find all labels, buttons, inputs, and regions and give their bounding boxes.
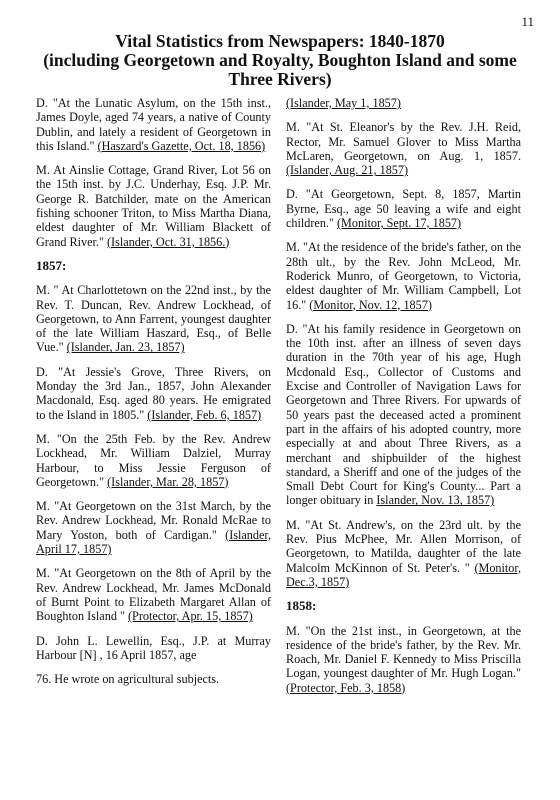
entry xyxy=(36,672,271,686)
entry-text: D. "At Jessie's Grove, Three Rivers, on Monday the 3rd Jan., 1857, John Alexander Macdonald, Esq. aged 80 years. He emigrated to the Island in 1805." xyxy=(36,364,271,422)
entry-citation: (Haszard's Gazette, Oct. 18, 1856) xyxy=(97,138,266,153)
entry xyxy=(36,283,271,354)
entry-text: M. "On the 21st inst., in Georgetown, at the residence of the bride's father, by the Rev. Mr. Roach, Mr. Daniel F. Kennedy to Miss Priscilla Logan, youngest daughter of Mr. Hugh Logan." xyxy=(286,623,521,681)
entry-text: M. "At St. Eleanor's by the Rev. J.H. Reid, Rector, Mr. Samuel Glover to Miss Martha McLaren, Georgetown, on Aug. 1, 1857. xyxy=(286,120,521,163)
entry-citation: (Islander, Aug. 21, 1857) xyxy=(286,163,409,178)
title-line-1: Vital Statistics from Newspapers: 1840-1870 xyxy=(115,31,445,51)
entry xyxy=(286,96,521,110)
entry-citation: (Monitor, Nov. 12, 1857) xyxy=(309,297,432,312)
entry-citation: (Monitor, Sept. 17, 1857) xyxy=(337,216,462,231)
right-column xyxy=(286,96,521,705)
entry-text: M. "At St. Andrew's, on the 23rd ult. by the Rev. Pius McPhee, Mr. Allen Morrison, of Georgetown, to Matilda, daughter of the late Malcolm McKinnon of St. Peter's. " xyxy=(286,517,521,575)
entry xyxy=(36,163,271,249)
title-line-3: Three Rivers) xyxy=(228,69,332,89)
entry-text: D. "At the Lunatic Asylum, on the 15th inst., James Doyle, aged 74 years, a native of County Dublin, and lately a resident of Georgetown in this Island." xyxy=(36,96,271,153)
entry xyxy=(286,120,521,177)
title-line-2: (including Georgetown and Royalty, Boughton Island and some xyxy=(43,50,517,70)
entry-citation: (Islander, Mar. 28, 1857) xyxy=(107,474,229,489)
entry xyxy=(36,432,271,489)
entry xyxy=(36,634,271,663)
entry-citation: (Monitor, Dec.3, 1857) xyxy=(286,560,522,589)
entry-text: M. "On the 25th Feb. by the Rev. Andrew Lockhead, Mr. William Dalziel, Murray Harbour, to Miss Jessie Ferguson of Georgetown." xyxy=(36,431,271,489)
entry xyxy=(286,518,521,589)
entry-text: M. At Ainslie Cottage, Grand River, Lot 56 on the 15th inst. by J.C. Underhay, Esq. J.P. Mr. George R. Batchilder, mate on the American fishing schooner Triton, to Miss Martha Diana, eldest daughter of Mr. William Blackett of Grand River." xyxy=(36,163,271,249)
entry-citation: (Protector, Feb. 3, 1858) xyxy=(286,680,406,695)
page-number: 11 xyxy=(521,14,534,29)
entry xyxy=(36,499,271,556)
entry xyxy=(286,240,521,311)
section-heading-1858: 1858: xyxy=(286,598,317,614)
entry-text: D. "At his family residence in Georgetown on the 10th inst. after an illness of seven days duration in the 70th year of his age, Hugh Mcdonald Esq., Collector of Customs and Excise and Controller of Navigation Laws for Georgetown and Three Rivers. For upwards of 50 years past the deceased acted a prominent part in the affairs of his adopted country, more especially at and about Three Rivers, as a merchant and shipbuilder of the highest standard, a Sheriff and one of the judges of the Small Debt Court for King's County... Part a longer obituary in xyxy=(286,321,521,508)
entry-citation: (Islander, Feb. 6, 1857) xyxy=(147,407,262,422)
left-column xyxy=(36,96,271,696)
section-heading-1857: 1857: xyxy=(36,257,67,273)
entry xyxy=(286,624,521,695)
entry xyxy=(36,566,271,623)
entry-text: M. "At Georgetown on the 8th of April by the Rev. Andrew Lockhead, Mr. James McDonald of Burnt Point to Elizabeth Margaret Allan of Boughton Island " xyxy=(36,566,271,624)
entry xyxy=(36,96,271,153)
page-title xyxy=(20,32,540,89)
entry-citation: (Islander, May 1, 1857) xyxy=(286,96,401,110)
entry-citation: Islander, Nov. 13, 1857) xyxy=(376,493,495,508)
entry-text: D. John L. Lewellin, Esq., J.P. at Murray Harbour [N] , 16 April 1857, age xyxy=(36,633,271,662)
entry-citation: (Islander, Oct. 31, 1856.) xyxy=(106,234,230,249)
entry xyxy=(286,322,521,508)
entry-text: M. "At Georgetown on the 31st March, by the Rev. Andrew Lockhead, Mr. Ronald McRae to Mary Yoston, both of Cardigan." xyxy=(36,499,271,542)
entry xyxy=(36,365,271,422)
entry-text: M. " At Charlottetown on the 22nd inst., by the Rev. T. Duncan, Rev. Andrew Lockhead, of Georgetown, to Ann Farrent, youngest daughter of the late William Haszard, Esq., of Belle Vue." xyxy=(36,283,271,355)
entry-text: D. "At Georgetown, Sept. 8, 1857, Martin Byrne, Esq., age 50 leaving a wife and eight children." xyxy=(286,187,521,231)
entry-citation: (Islander, Jan. 23, 1857) xyxy=(66,340,185,355)
entry-text: M. "At the residence of the bride's father, on the 28th ult., by the Rev. John McLeod, Mr. Roderick Munro, of Georgetown, to Victoria, eldest daughter of Mr. William Campbell, Lot 16." xyxy=(286,240,521,312)
entry-citation: (Protector, Apr. 15, 1857) xyxy=(127,609,253,624)
entry-citation: (Islander, April 17, 1857) xyxy=(36,527,272,557)
entry xyxy=(286,187,521,230)
entry-text: 76. He wrote on agricultural subjects. xyxy=(36,672,220,687)
